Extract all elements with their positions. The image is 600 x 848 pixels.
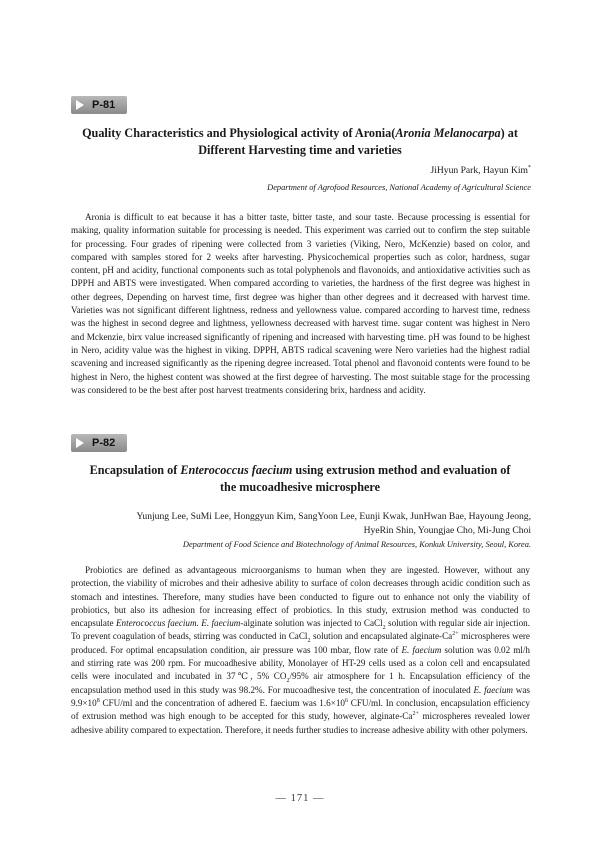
triangle-marker-icon	[76, 438, 84, 448]
title-text: Different Harvesting time and varieties	[198, 143, 402, 157]
corresponding-author-mark: *	[528, 164, 531, 171]
abstract-title	[70, 125, 530, 159]
authors-text: HyeRin Shin, Youngjae Cho, Mi-Jung Choi	[363, 525, 531, 536]
abstract-code-badge	[71, 434, 127, 452]
title-text: the mucoadhesive microsphere	[219, 480, 380, 494]
abstract-body: Probiotics are defined as advantageous microorganisms to human when they are ingested. However, without any protection, the viability of microbes and their adhesive ability to surface of colon decreases through acidic condition such as stomach and intestines. Therefore, many studies have been conducted to figure out to enhance not only the viability of probiotics, but also its adhesion for increasing effect of probiotics. In this study, extrusion method was conducted to encapsulate Enterococcus faecium. E. faecium-alginate solution was injected to CaCl$_2$ solution with regular side air injection. To prevent coagulation of beads, stirring was conducted in CaCl$_2$ solution and encapsulated alginate-$Ca^{2+}$ microspheres were produced. For optimal encapsulation condition, air pressure was 100 mbar, flow rate of E. faecium solution was 0.02 ml/h and stirring rate was 200 rpm. For mucoadhesive ability, Monolayer of HT-29 cells used as a colon cell and encapsulated cells were inoculated and incubated in 37℃, 5% $CO_2/95\%$ air atmosphere for 1 h. Encapsulation efficiency of the encapsulation method used in this study was 98.2%. For mucoadhesive test, the concentration of inoculated E. faecium was $9.9\times 10^8$ CFU/ml and the concentration of adhered E. faecium was $1.6\times 10^6$ CFU/ml. In conclusion, encapsulation efficiency of extrusion method was high enough to be accepted for this study, however, alginate-$Ca^{2+}$ microspheres revealed lower adhesive ability compared to expectation. Therefore, it needs further studies to increase adhesive ability with other polymers.	[71, 565, 530, 735]
author-list	[111, 163, 531, 178]
title-text: Encapsulation of	[89, 463, 181, 477]
abstract-title	[70, 462, 530, 496]
abstract-code: P-81	[92, 99, 116, 111]
abstract-code: P-82	[92, 437, 116, 449]
title-species-italic: Enterococcus faecium	[180, 463, 293, 477]
author-list	[111, 510, 531, 538]
title-text: ) at	[500, 126, 518, 140]
abstract-body: Aronia is difficult to eat because it has a bitter taste, bitter taste, and sour taste. Because processing is essential for making, quality information suitable for processing is needed. This experiment was carried out to confirm the step suitable for processing. Four grades of ripening were collected from 3 varieties (Viking, Nero, McKenzie) based on color, and compared with samples stored for 2 weeks after harvesting. Physicochemical properties such as color, hardness, sugar content, pH and acidity, functional components such as total polyphenols and flavonoids, and antioxidative activities such as DPPH and ABTS were investigated. When compared according to varieties, the hardness of the first degree was highest in other degrees, Depending on harvest time, first degree was higher than other degrees and it decreased with harvest time. Varieties was not significant different lightness, redness and yellowness value. compared according to harvest time, redness was the highest in second degree and lightness, yellowness decreased with harvest time. sugar content was highest in Nero and Mckenzie, birx value increased significantly of ripening and increased with harvesting time. pH was found to be highest in Nero, acidity value was the highest in viking. DPPH, ABTS radical scavening were Nero varieties had the highest radial scavening and increased significantly as the ripening degree increased. Total phenol and flavonoid contents were found to be highest in Nero, the highest content was showed at the first degree of harvesting. The most suitable stage for the processing was considered to be the best after post harvest treatments considering brix, hardness and acidity.	[71, 212, 530, 395]
affiliation: Department of Agrofood Resources, National Academy of Agricultural Science	[267, 183, 531, 192]
title-text: using extrusion method and evaluation of	[292, 463, 511, 477]
affiliation: Department of Food Science and Biotechnology of Animal Resources, Konkuk University, Seoul, Korea.	[182, 540, 531, 549]
title-text: Quality Characteristics and Physiological activity of Aronia(	[82, 126, 396, 140]
authors-text: Yunjung Lee, SuMi Lee, Honggyun Kim, SangYoon Lee, Eunji Kwak, JunHwan Bae, Hayoung Jeong,	[136, 511, 531, 522]
abstract-code-badge	[71, 96, 127, 114]
triangle-marker-icon	[76, 100, 84, 110]
title-species-italic: Aronia Melanocarpa	[395, 126, 501, 140]
page-number: — 171 —	[275, 793, 325, 804]
authors-text: JiHyun Park, Hayun Kim	[430, 165, 528, 176]
